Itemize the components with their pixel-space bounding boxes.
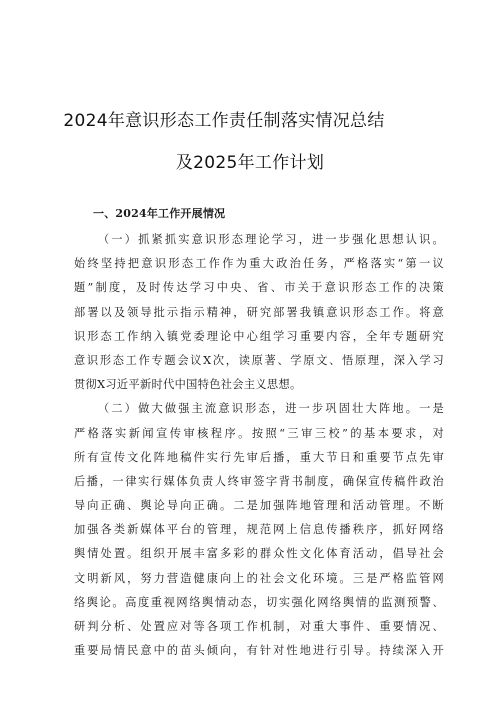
paragraph-line: 贯彻X习近平新时代中国特色社会主义思想。 — [74, 378, 302, 392]
paragraph-line: 后播，一律实行媒体负责人终审签字背书制度，确保宣传稿件政治 — [74, 474, 444, 488]
paragraph-line: 舆情处置。组织开展丰富多彩的群众性文化体育活动，倡导社会 — [74, 547, 444, 561]
paragraph-line: 部署以及领导批示指示精神，研究部署我镇意识形态工作。将意 — [74, 305, 444, 319]
paragraph-line: 文明新风，努力营造健康向上的社会文化环境。三是严格监管网 — [74, 571, 444, 585]
paragraph-line: 络舆论。高度重视网络舆情动态，切实强化网络舆情的监测预警、 — [74, 595, 444, 609]
document-title-line-2: 及2025年工作计划 — [175, 153, 325, 173]
section-heading: 一、2024年工作开展情况 — [93, 207, 226, 220]
paragraph-line: 严格落实新闻宣传审核程序。按照“三审三校”的基本要求，对 — [74, 426, 444, 440]
body-text — [74, 228, 444, 663]
paragraph-line: 识形态工作纳入镇党委理论中心组学习重要内容，全年专题研究 — [74, 329, 444, 343]
paragraph-line: 始终坚持把意识形态工作作为重大政治任务，严格落实“第一议 — [74, 257, 444, 271]
document-title-line-1: 2024年意识形态工作责任制落实情况总结 — [63, 111, 385, 131]
paragraph-line: 意识形态工作专题会议X次，读原著、学原文、悟原理，深入学习 — [74, 353, 444, 367]
paragraph-line: 题”制度，及时传达学习中央、省、市关于意识形态工作的决策 — [74, 281, 444, 295]
paragraph-line: （二）做大做强主流意识形态，进一步巩固壮大阵地。一是 — [98, 402, 444, 416]
paragraph-line: 导向正确、舆论导向正确。二是加强阵地管理和活动管理。不断 — [74, 499, 444, 513]
paragraph-line: 重要局情民意中的苗头倾向，有针对性地进行引导。持续深入开 — [74, 644, 444, 658]
paragraph-line: 加强各类新媒体平台的管理，规范网上信息传播秩序，抓好网络 — [74, 523, 444, 537]
paragraph-line: （一）抓紧抓实意识形态理论学习，进一步强化思想认识。 — [98, 233, 444, 246]
paragraph-line: 所有宣传文化阵地稿件实行先审后播，重大节日和重要节点先审 — [74, 450, 444, 464]
paragraph-line: 研判分析、处置应对等各项工作机制，对重大事件、重要情况、 — [74, 620, 444, 633]
